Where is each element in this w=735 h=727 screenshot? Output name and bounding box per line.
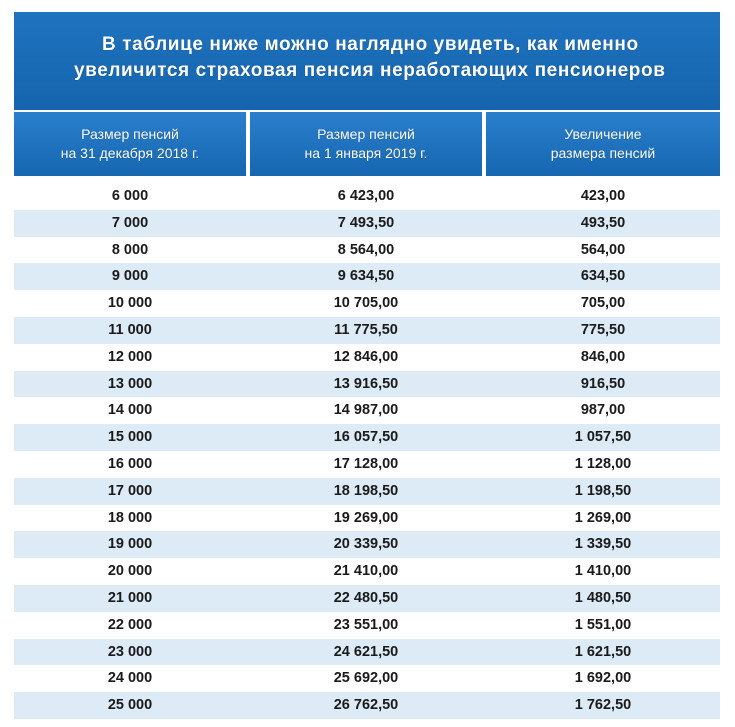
cell-increase: 423,00 (580, 188, 626, 204)
header-increase-line2: размера пенсий (550, 145, 656, 161)
cell-increase: 846,00 (580, 348, 626, 365)
table-body (14, 183, 720, 719)
table-row (14, 558, 720, 585)
cell-pension-2019: 11 775,50 (334, 321, 398, 338)
cell-pension-2019: 25 692,00 (333, 670, 399, 687)
table-row (14, 505, 720, 532)
table-row (14, 210, 720, 237)
cell-pension-2018: 21 000 (107, 589, 153, 606)
cell-pension-2018: 13 000 (107, 375, 153, 392)
cell-pension-2018: 16 000 (107, 455, 153, 472)
table-row (14, 424, 720, 451)
cell-increase: 916,50 (580, 375, 626, 392)
cell-pension-2019: 12 846,00 (333, 348, 399, 365)
header-pension-2018-line1: Размер пенсий (81, 126, 179, 142)
cell-pension-2019: 17 128,00 (333, 455, 399, 472)
table-row (14, 183, 720, 210)
cell-pension-2019: 19 269,00 (333, 509, 399, 526)
cell-increase: 1 057,50 (574, 429, 632, 446)
cell-pension-2018: 12 000 (107, 348, 153, 365)
cell-pension-2018: 10 000 (107, 295, 153, 312)
cell-increase: 987,00 (580, 402, 626, 419)
header-increase-line1: Увеличение (564, 126, 642, 142)
cell-pension-2019: 16 057,50 (333, 429, 399, 446)
cell-increase: 1 762,50 (574, 697, 632, 714)
cell-increase: 634,50 (580, 268, 626, 285)
table-row (14, 263, 720, 290)
cell-pension-2018: 23 000 (107, 643, 153, 660)
cell-increase: 493,50 (580, 214, 626, 231)
cell-pension-2018: 8 000 (111, 241, 149, 258)
table-row (14, 692, 720, 719)
table-header (14, 112, 720, 176)
header-pension-2019 (250, 112, 482, 176)
table-row (14, 478, 720, 505)
header-pension-2019-line2: на 1 января 2019 г. (304, 145, 428, 161)
cell-pension-2019: 21 410,00 (333, 563, 399, 580)
cell-pension-2018: 24 000 (107, 670, 153, 687)
cell-pension-2018: 15 000 (107, 429, 153, 446)
cell-pension-2018: 14 000 (107, 402, 153, 419)
cell-pension-2018: 11 000 (108, 321, 152, 338)
title-banner (14, 12, 720, 110)
cell-pension-2019: 26 762,50 (333, 697, 399, 714)
table-row (14, 451, 720, 478)
table-row (14, 585, 720, 612)
cell-pension-2019: 9 634,50 (337, 268, 395, 285)
cell-pension-2019: 20 339,50 (333, 536, 399, 553)
table-row (14, 237, 720, 264)
table-row (14, 639, 720, 666)
cell-pension-2018: 25 000 (107, 697, 153, 714)
cell-pension-2019: 7 493,50 (337, 214, 395, 231)
cell-increase: 1 621,50 (574, 643, 632, 660)
cell-increase: 1 551,00 (574, 616, 632, 633)
cell-increase: 1 692,00 (574, 670, 632, 687)
cell-pension-2018: 17 000 (107, 482, 153, 499)
table-row (14, 612, 720, 639)
cell-pension-2019: 13 916,50 (333, 375, 399, 392)
cell-pension-2019: 23 551,00 (333, 616, 399, 633)
cell-increase: 775,50 (580, 321, 626, 338)
cell-pension-2018: 6 000 (111, 188, 149, 204)
table-row (14, 371, 720, 398)
header-increase (486, 112, 720, 176)
cell-pension-2018: 7 000 (111, 214, 149, 231)
cell-increase: 1 198,50 (574, 482, 632, 499)
cell-increase: 1 480,50 (574, 589, 632, 606)
cell-increase: 1 410,00 (574, 563, 632, 580)
cell-pension-2018: 22 000 (107, 616, 153, 633)
table-row (14, 531, 720, 558)
banner-title: В таблице ниже можно наглядно увидеть, как именно увеличится страховая пенсия неработающих пенсионеров (74, 34, 666, 81)
cell-pension-2018: 19 000 (107, 536, 153, 553)
table-row (14, 317, 720, 344)
header-pension-2019-line1: Размер пенсий (317, 126, 415, 142)
table-row (14, 665, 720, 692)
cell-increase: 705,00 (580, 295, 626, 312)
cell-increase: 564,00 (580, 241, 626, 258)
cell-pension-2018: 18 000 (107, 509, 153, 526)
header-pension-2018-line2: на 31 декабря 2018 г. (60, 145, 200, 161)
cell-increase: 1 269,00 (574, 509, 632, 526)
cell-pension-2018: 20 000 (107, 563, 153, 580)
cell-pension-2018: 9 000 (111, 268, 149, 285)
cell-increase: 1 339,50 (574, 536, 632, 553)
cell-pension-2019: 24 621,50 (333, 643, 399, 660)
cell-pension-2019: 14 987,00 (333, 402, 399, 419)
cell-pension-2019: 10 705,00 (333, 295, 399, 312)
table-row (14, 344, 720, 371)
table-row (14, 397, 720, 424)
table-row (14, 290, 720, 317)
cell-pension-2019: 6 423,00 (337, 188, 395, 204)
cell-pension-2019: 22 480,50 (333, 589, 399, 606)
cell-pension-2019: 8 564,00 (337, 241, 395, 258)
header-pension-2018 (14, 112, 246, 176)
cell-increase: 1 128,00 (574, 455, 632, 472)
cell-pension-2019: 18 198,50 (333, 482, 399, 499)
